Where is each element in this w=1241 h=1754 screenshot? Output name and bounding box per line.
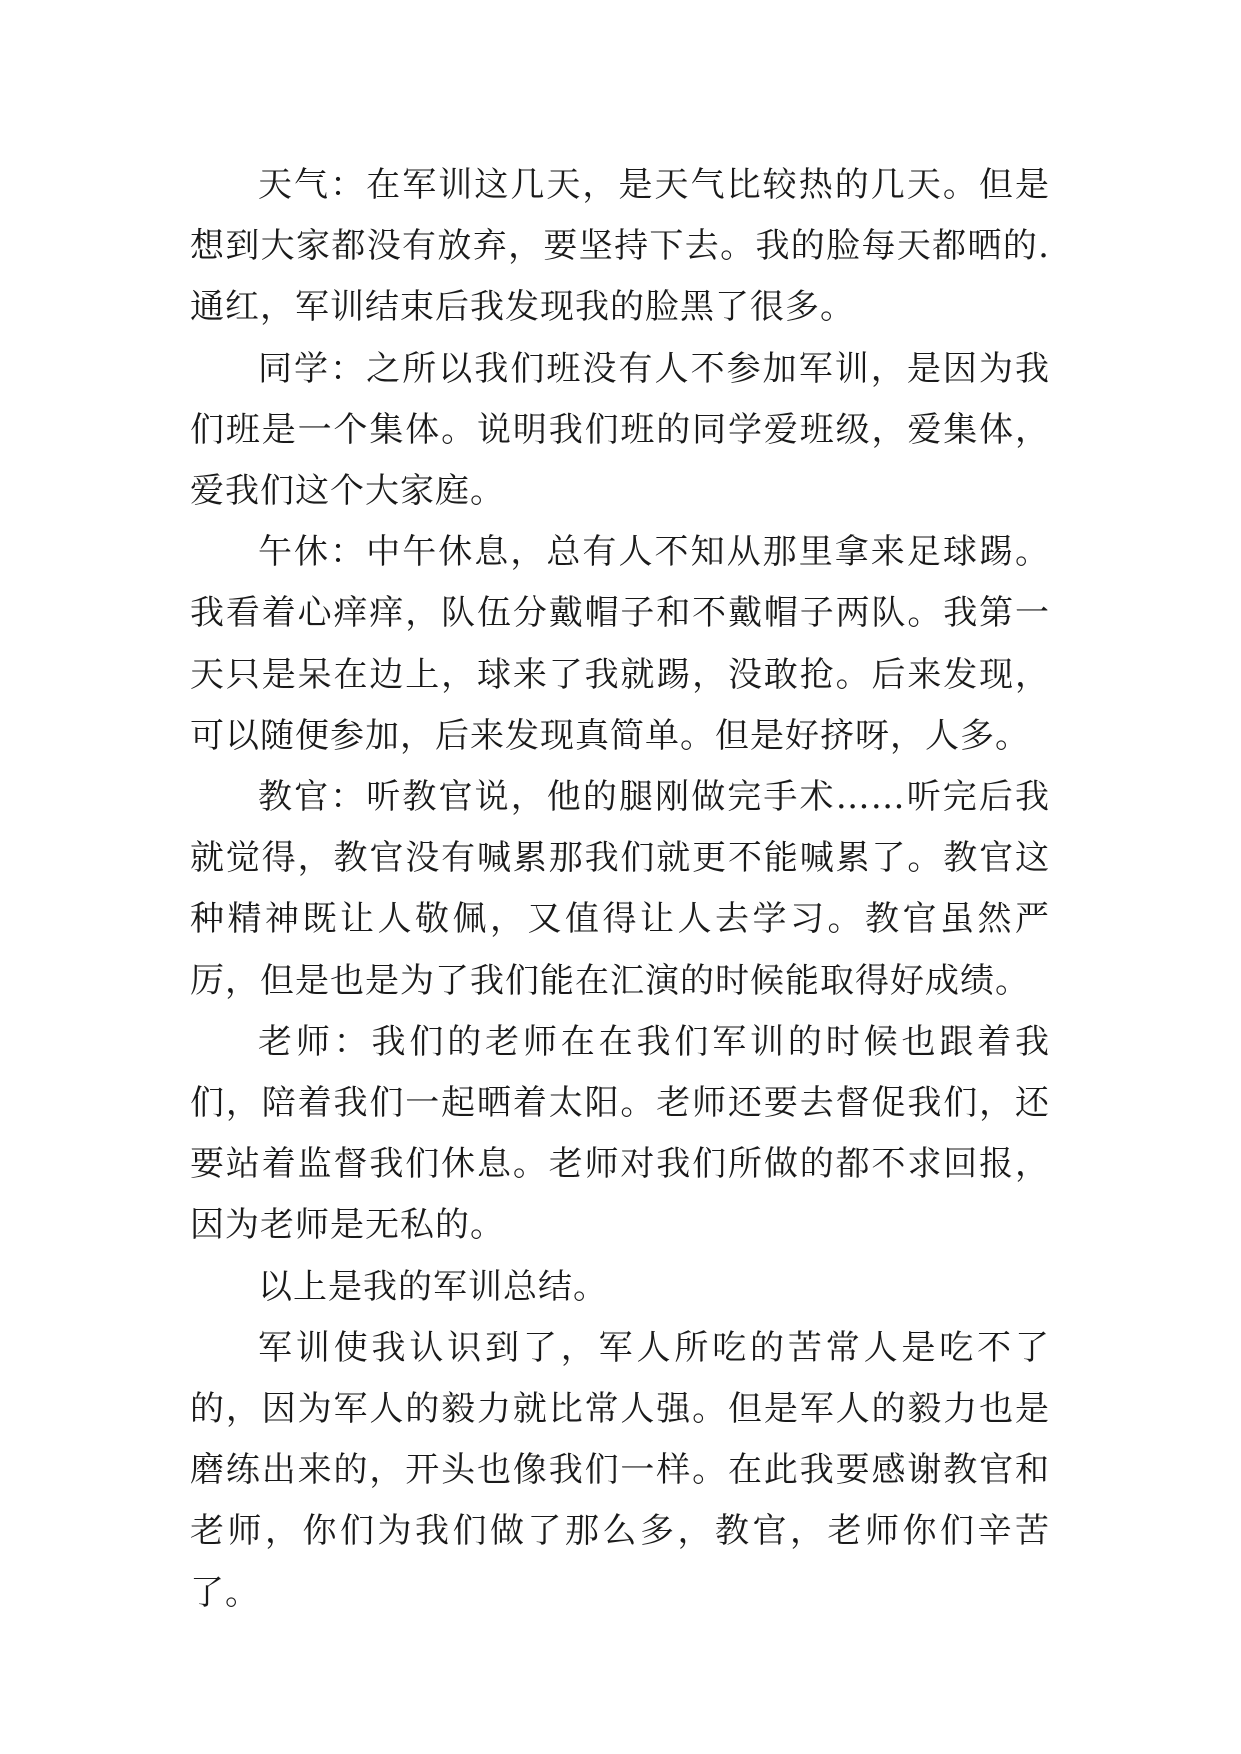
document-body bbox=[190, 155, 1050, 1624]
paragraph-noon-break: 午休：中午休息，总有人不知从那里拿来足球踢。我看着心痒痒，队伍分戴帽子和不戴帽子两队。我第一天只是呆在边上，球来了我就踢，没敢抢。后来发现，可以随便参加，后来发现真简单。但是好挤呀，人多。 bbox=[190, 532, 1050, 756]
paragraph-weather: 天气：在军训这几天，是天气比较热的几天。但是想到大家都没有放弃，要坚持下去。我的脸每天都晒的.通红，军训结束后我发现我的脸黑了很多。 bbox=[190, 165, 1050, 328]
paragraph-summary-line: 以上是我的军训总结。 bbox=[258, 1266, 608, 1307]
paragraph-classmates: 同学：之所以我们班没有人不参加军训，是因为我们班是一个集体。说明我们班的同学爱班级，爱集体，爱我们这个大家庭。 bbox=[190, 348, 1050, 512]
paragraph-conclusion: 军训使我认识到了，军人所吃的苦常人是吃不了的，因为军人的毅力就比常人强。但是军人的毅力也是磨练出来的，开头也像我们一样。在此我要感谢教官和老师，你们为我们做了那么多，教官，老师你们辛苦了。 bbox=[190, 1327, 1050, 1613]
paragraph-instructor: 教官：听教官说，他的腿刚做完手术……听完后我就觉得，教官没有喊累那我们就更不能喊累了。教官这种精神既让人敬佩，又值得让人去学习。教官虽然严厉，但是也是为了我们能在汇演的时候能取得好成绩。 bbox=[190, 777, 1050, 1001]
paragraph-teacher: 老师：我们的老师在在我们军训的时候也跟着我们，陪着我们一起晒着太阳。老师还要去督促我们，还要站着监督我们休息。老师对我们所做的都不求回报，因为老师是无私的。 bbox=[190, 1021, 1050, 1246]
